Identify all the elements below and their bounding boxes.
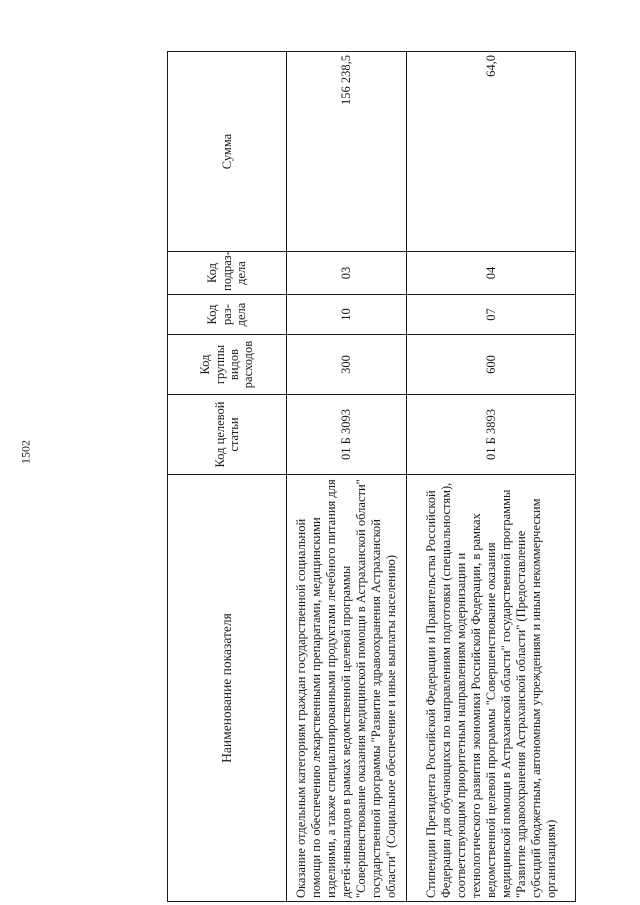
budget-table-rotated — [167, 52, 558, 902]
row-section-code: 10 — [287, 295, 407, 335]
header-section-code: Код раз-дела — [168, 295, 287, 335]
header-target-code: Код целевой статьи — [168, 395, 287, 475]
row-target-code: 01 Б 3893 — [407, 395, 576, 475]
row-amount: 64,0 — [407, 52, 576, 252]
row-group-code: 300 — [287, 335, 407, 395]
header-name: Наименование показателя — [168, 475, 287, 902]
row-group-code: 600 — [407, 335, 576, 395]
table-row — [287, 52, 407, 902]
header-amount: Сумма — [168, 52, 287, 252]
budget-table — [167, 51, 576, 902]
row-subsection-code: 04 — [407, 252, 576, 295]
row-name: Оказание отдельным категориям граждан государственной социальной помощи по обеспечению лекарственными препаратами, медицинскими изделиями, а также специализированными продуктами лечебного питания для детей-инвалидов в рамках ведомственной целевой программы "Совершенствование оказания медицинской помощи в Астраханской области" государственной программы "Развитие здравоохранения Астраханской области" (Социальное обеспечение и иные выплаты населению) — [287, 475, 407, 902]
row-amount: 156 238,5 — [287, 52, 407, 252]
header-subsection-code: Код подраз-дела — [168, 252, 287, 295]
page-number: 1502 — [18, 440, 33, 464]
row-name: Стипендии Президента Российской Федерации и Правительства Российской Федерации для обучающихся по направлениям подготовки (специальностям), соответствующим приоритетным направлениям модернизации и технологического развития экономики Российской Федерации, в рамках ведомственной целевой программы "Совершенствование оказания медицинской помощи в Астраханской области" государственной программы "Развитие здравоохранения Астраханской области" (Предоставление субсидий бюджетным, автономным учреждениям и иным некоммерческим организациям) — [407, 475, 576, 902]
row-subsection-code: 03 — [287, 252, 407, 295]
row-target-code: 01 Б 3093 — [287, 395, 407, 475]
header-group-code: Код группы видов расходов — [168, 335, 287, 395]
row-section-code: 07 — [407, 295, 576, 335]
header-row — [168, 52, 287, 902]
table-row — [407, 52, 576, 902]
